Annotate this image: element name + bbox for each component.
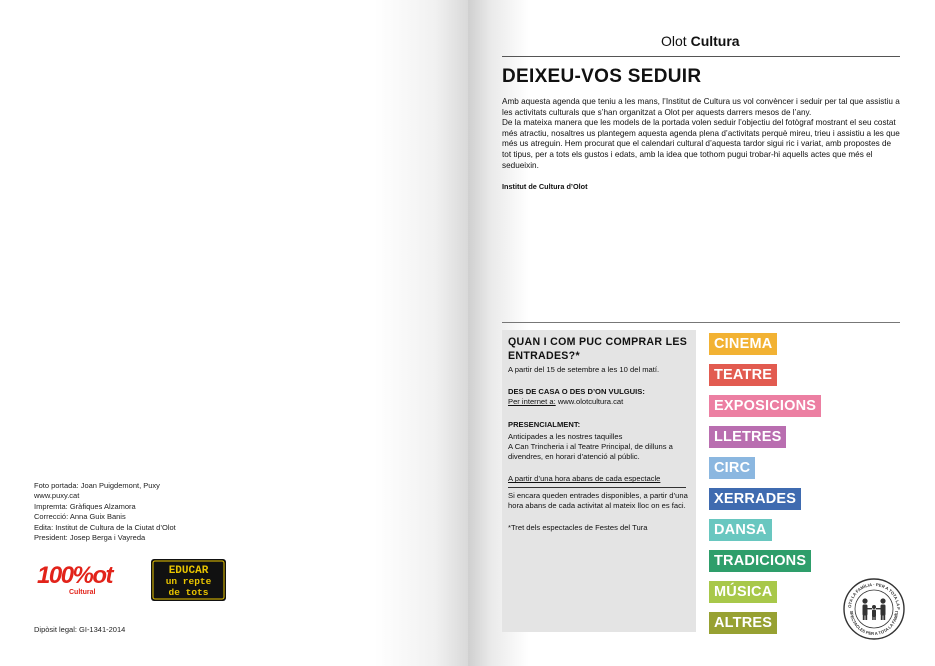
credit-proofreading: Correcció: Anna Guix Banis (34, 512, 126, 522)
category-exposicions: EXPOSICIONS (709, 395, 821, 417)
logo-100-subtext: Cultural (69, 589, 96, 596)
article-paragraph-2: De la mateixa manera que les models de la portada volen seduir l’objectiu del fotògraf mostrant el seu costat més atractiu, nosaltres us plantegem aquesta agenda plena d’activitats perquè mireu, trieu i assistiu a les que més us atreguin. Hem procurat que el calendari cultural d’aquesta tardor sigui ric i variat, amb propostes de tot tipus, per a tots els gustos i edats, amb la idea que tothom pugui trobar-hi aquells actes que més el sedueixin. (502, 118, 900, 170)
hour-before-heading: A partir d’una hora abans de cada espectacle (508, 474, 661, 484)
brand-light: Olot (661, 33, 687, 49)
inperson-line1: Anticipades a les nostres taquilles (508, 431, 623, 441)
seal-text-top: OTA LA FAMÍLIA · PER A TOTA LA F (846, 581, 902, 610)
category-cinema: CINEMA (709, 333, 777, 355)
header-divider (502, 56, 900, 57)
credits-block (34, 481, 234, 543)
credit-photo: Foto portada: Joan Puigdemont, Puxy (34, 481, 160, 490)
category-teatre: TEATRE (709, 364, 777, 386)
category-lletres: LLETRES (709, 426, 786, 448)
category-altres: ALTRES (709, 612, 777, 634)
ticket-footnote: *Tret dels espectacles de Festes del Tura (508, 523, 648, 533)
olot-cultural-logo (36, 560, 132, 600)
online-line (508, 397, 690, 407)
article-body (502, 97, 900, 171)
inperson-line2: A Can Trincheria i al Teatre Principal, de dilluns a divendres, en horari d’atenció al públic. (508, 442, 673, 462)
family-show-seal (843, 578, 905, 640)
category-musica: MÚSICA (709, 581, 777, 603)
online-label: Per internet a: (508, 397, 556, 407)
credit-printer: Impremta: Gràfiques Alzamora (34, 501, 136, 511)
educar-line1: EDUCAR (168, 565, 209, 577)
credit-president: President: Josep Berga i Vayreda (34, 533, 146, 543)
category-xerrades: XERRADES (709, 488, 801, 510)
credit-website: www.puxy.cat (34, 491, 80, 501)
category-dansa: DANSA (709, 519, 772, 541)
legal-deposit: Dipòsit legal: GI-1341-2014 (34, 625, 126, 634)
section-divider (502, 322, 900, 323)
hour-before-text: Si encara queden entrades disponibles, a partir d’una hora abans de cada activitat al mateix lloc on es faci. (508, 490, 688, 510)
online-url-link[interactable]: www.olotcultura.cat (557, 397, 624, 407)
educar-line3: de tots (168, 587, 209, 598)
ticket-date: A partir del 15 de setembre a les 10 del matí. (508, 365, 660, 374)
header-brand (661, 33, 740, 49)
category-tradicions: TRADICIONS (709, 550, 811, 572)
credit-publisher: Edita: Institut de Cultura de la Ciutat d’Olot (34, 522, 176, 532)
brand-bold: Cultura (690, 33, 740, 49)
educar-line2: un repte (165, 576, 212, 587)
ticket-info-box (502, 330, 696, 632)
seal-text-bottom: SPECTACLES PER A TOTA LA FAMÍLI (848, 610, 900, 637)
article-title: DEIXEU-VOS SEDUIR (502, 66, 702, 87)
article-signature: Institut de Cultura d’Olot (502, 182, 588, 191)
logo-100-text: 100%ot (37, 562, 113, 589)
article-paragraph-1: Amb aquesta agenda que teniu a les mans, l’Institut de Cultura us vol convèncer i seduir per tal que assistiu a les activitats culturals que s’han organitzat a Olot per aquests darrers mesos de l’any. (502, 97, 900, 117)
online-heading: DES DE CASA O DES D’ON VULGUIS: (508, 387, 645, 397)
category-circ: CIRC (709, 457, 755, 479)
inperson-heading: PRESENCIALMENT: (508, 419, 581, 429)
ticket-title: QUAN I COM PUC COMPRAR LES ENTRADES?* (508, 336, 688, 362)
hour-before-rule (508, 487, 686, 488)
educar-logo (151, 559, 226, 601)
